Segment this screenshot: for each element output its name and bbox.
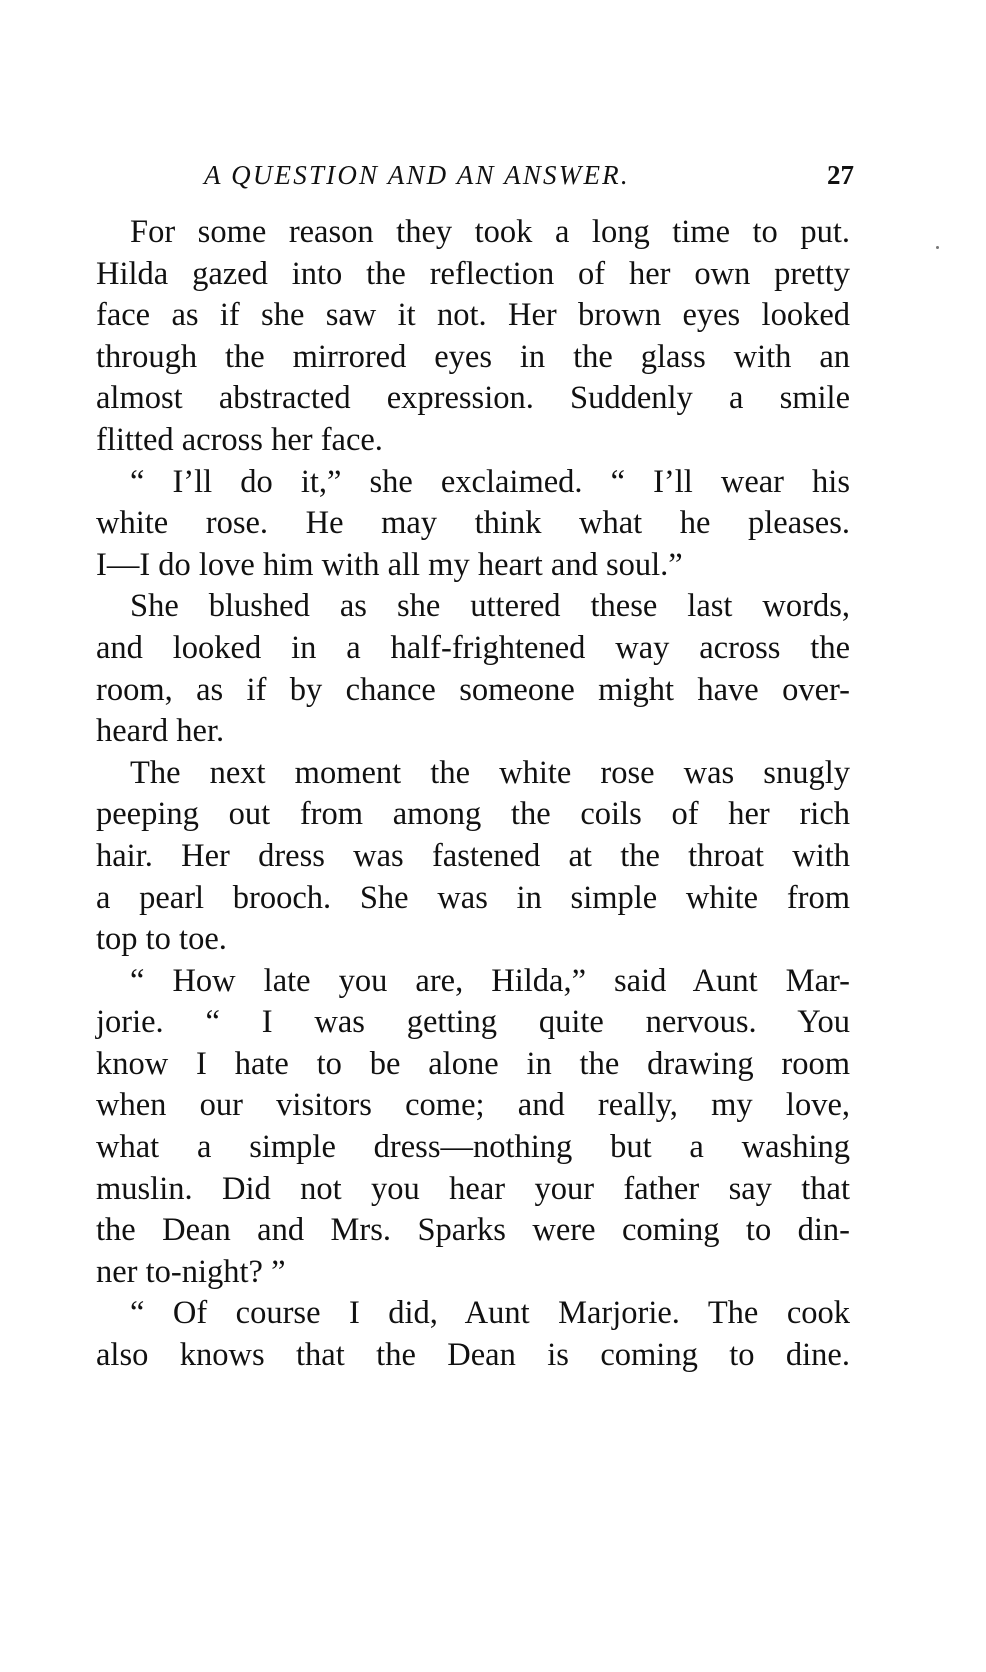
text-line: almost abstracted expression. Suddenly a smile <box>96 380 850 417</box>
text-line: I—I do love him with all my heart and soul.” <box>96 546 683 583</box>
text-line: when our visitors come; and really, my love, <box>96 1087 850 1124</box>
text-line: muslin. Did not you hear your father say that <box>96 1170 850 1207</box>
text-line: ner to-night? ” <box>96 1253 286 1290</box>
paragraph <box>96 212 850 462</box>
text-line: Hilda gazed into the reflection of her own pretty <box>96 255 850 292</box>
text-line: “ How late you are, Hilda,” said Aunt Mar- <box>130 962 850 999</box>
text-line: hair. Her dress was fastened at the throat with <box>96 837 850 874</box>
text-line: She blushed as she uttered these last words, <box>130 588 850 625</box>
text-line: “ Of course I did, Aunt Marjorie. The cook <box>130 1295 850 1332</box>
paragraph <box>96 753 850 961</box>
text-line: and looked in a half-frightened way across the <box>96 629 850 666</box>
running-head <box>96 160 852 200</box>
text-line: flitted across her face. <box>96 421 383 458</box>
text-line: face as if she saw it not. Her brown eyes looked <box>96 297 850 334</box>
paragraph <box>96 586 850 752</box>
text-line: the Dean and Mrs. Sparks were coming to din- <box>96 1212 850 1249</box>
text-line: know I hate to be alone in the drawing room <box>96 1045 850 1082</box>
text-line: top to toe. <box>96 921 227 958</box>
text-line: The next moment the white rose was snugly <box>130 754 850 791</box>
chapter-title: A QUESTION AND AN ANSWER. <box>204 160 630 190</box>
page-number: 27 <box>827 160 854 190</box>
text-line: For some reason they took a long time to put. <box>130 214 850 250</box>
text-line: room, as if by chance someone might have over- <box>96 671 850 708</box>
text-line: a pearl brooch. She was in simple white from <box>96 879 850 916</box>
text-line: heard her. <box>96 713 225 750</box>
text-line: white rose. He may think what he pleases. <box>96 505 850 542</box>
text-line: “ I’ll do it,” she exclaimed. “ I’ll wear his <box>130 463 850 500</box>
text-line: peeping out from among the coils of her rich <box>96 796 850 833</box>
text-line: through the mirrored eyes in the glass with an <box>96 338 850 375</box>
paragraph <box>96 1293 850 1376</box>
text-line: what a simple dress—nothing but a washing <box>96 1129 850 1166</box>
ink-speck <box>936 246 939 249</box>
text-line: also knows that the Dean is coming to dine. <box>96 1337 850 1374</box>
body-text <box>96 212 850 1377</box>
text-line: jorie. “ I was getting quite nervous. You <box>96 1004 850 1041</box>
paragraph <box>96 462 850 587</box>
paragraph <box>96 961 850 1294</box>
